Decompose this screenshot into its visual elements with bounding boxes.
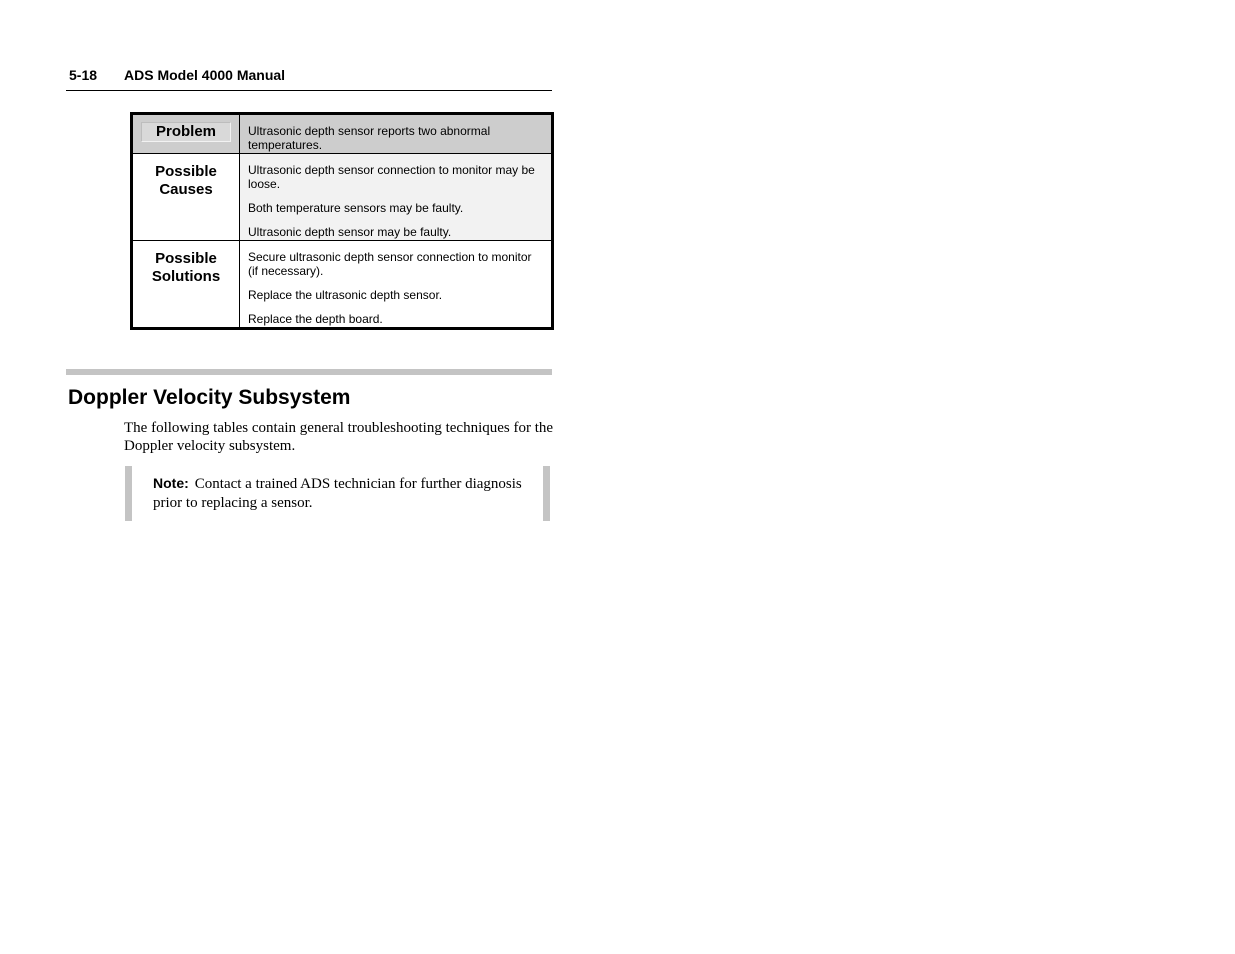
solutions-label-line1: Possible xyxy=(155,250,217,267)
intro-paragraph: The following tables contain general troubleshooting techniques for the Doppler velocity subsystem. xyxy=(124,420,554,454)
causes-label-line2: Causes xyxy=(159,181,213,198)
section-heading: Doppler Velocity Subsystem xyxy=(68,386,351,409)
solutions-label-line2: Solutions xyxy=(151,268,221,285)
solution-item: Replace the depth board. xyxy=(248,312,383,326)
solutions-row xyxy=(132,241,553,329)
manual-title: ADS Model 4000 Manual xyxy=(124,67,286,83)
note-paragraph xyxy=(153,474,523,513)
page-number: 5-18 xyxy=(69,67,98,83)
note-text: Contact a trained ADS technician for further diagnosis prior to replacing a sensor. xyxy=(153,476,522,511)
problem-label: Problem xyxy=(141,122,231,142)
solutions-text-cell xyxy=(240,241,553,329)
solution-item: Replace the ultrasonic depth sensor. xyxy=(248,288,443,302)
note-box xyxy=(125,466,550,521)
cause-item: Ultrasonic depth sensor connection to monitor may be loose. xyxy=(248,163,535,191)
problem-text-cell xyxy=(240,114,553,154)
section-divider xyxy=(66,369,552,375)
problem-label-cell xyxy=(132,114,240,154)
causes-label-line1: Possible xyxy=(155,163,217,180)
solutions-label xyxy=(132,241,240,329)
solution-item: Secure ultrasonic depth sensor connection to monitor (if necessary). xyxy=(248,250,532,278)
problem-row xyxy=(132,114,553,154)
causes-text-cell xyxy=(240,154,553,241)
causes-row xyxy=(132,154,553,241)
note-label: Note: xyxy=(153,475,189,491)
cause-item: Ultrasonic depth sensor may be faulty. xyxy=(248,225,452,239)
page-header xyxy=(66,66,552,91)
troubleshooting-table xyxy=(130,112,554,330)
cause-item: Both temperature sensors may be faulty. xyxy=(248,201,464,215)
problem-text: Ultrasonic depth sensor reports two abnormal temperatures. xyxy=(248,124,491,152)
causes-label xyxy=(132,154,240,241)
